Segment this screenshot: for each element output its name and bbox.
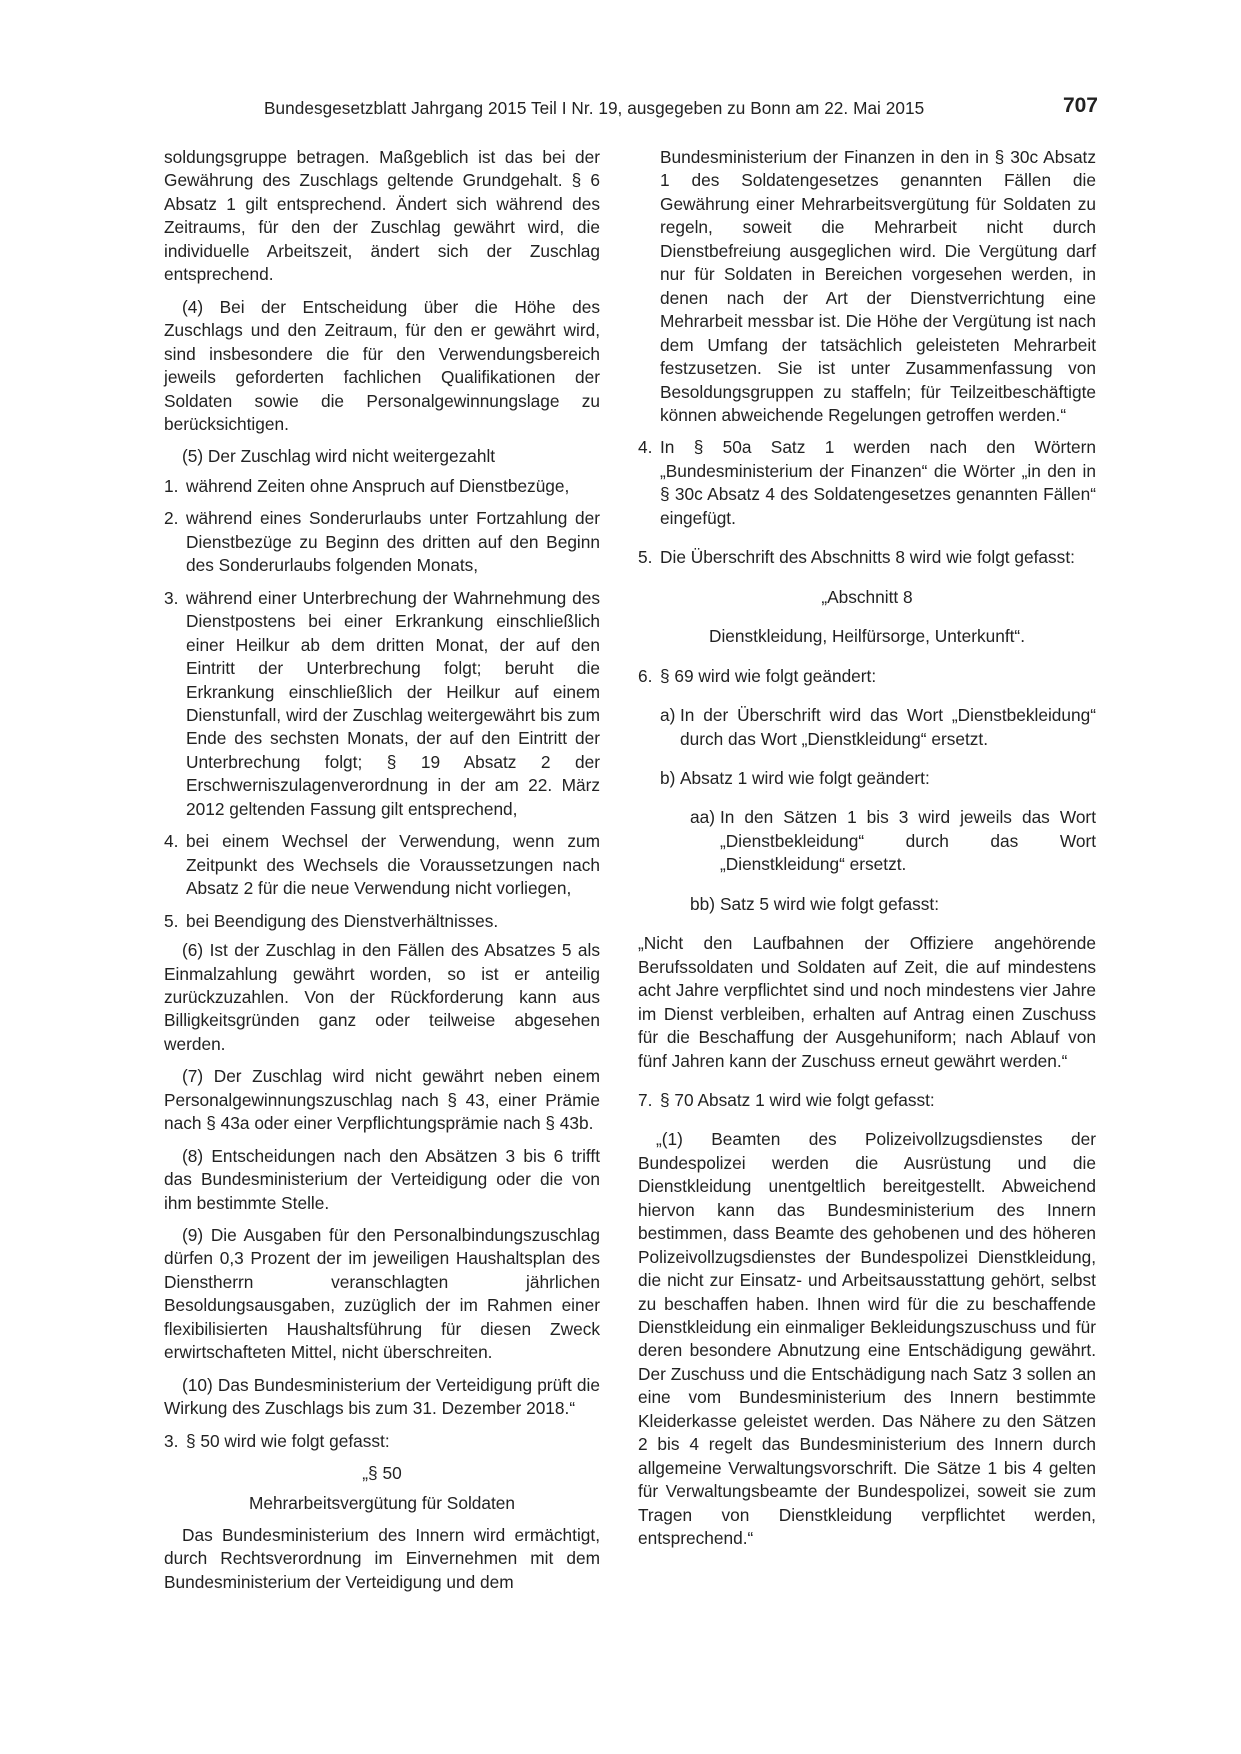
list-number: 3. [164, 587, 179, 608]
sub-item-a [638, 704, 1096, 751]
quoted-text-section-70: „(1) Beamten des Polizeivollzugsdienstes der Bundespolizei werden die Ausrüstung und die Dienstkleidung unentgeltlich bereitgestellt. Abweichend hiervon kann das Bundesministerium des Innern bestimmen, dass Beamte des gehobenen und des höheren Polizeivollzugsdienstes der Bundespolizei Dienstkleidung, die nicht zur Einsatz- und Arbeitsausstattung gehört, selbst zu beschaffen haben. Ihnen wird für die zu beschaffende Dienstkleidung ein einmaliger Bekleidungszuschuss und für deren besondere Abnutzung eine Entschädigung gewährt. Der Zuschuss und die Entschädigung nach Satz 3 sollen an eine vom Bundesministerium des Innern bestimmte Kleiderkasse geleistet werden. Das Nähere zu den Sätzen 2 bis 4 regelt das Bundesministerium des Innern durch allgemeine Verwaltungsvorschrift. Die Sätze 1 bis 4 gelten für Verwaltungsbeamte der Bundespolizei, soweit sie zum Tragen von Dienstkleidung verpflichtet werden, entsprechend.“ [638, 1129, 1096, 1549]
list-letter: bb) [690, 893, 715, 914]
list-letter: aa) [690, 807, 715, 828]
paragraph-7: (7) Der Zuschlag wird nicht gewährt neben einem Personalgewinnungszuschlag nach § 43, einer Prämie nach § 43a oder einer Verpflichtungsprämie nach § 43b. [164, 1066, 600, 1134]
page-number: 707 [1062, 94, 1098, 117]
amendment-item-3 [164, 1430, 600, 1453]
list-text: § 50 wird wie folgt gefasst: [186, 1430, 390, 1451]
list-text: während eines Sonderurlaubs unter Fortzahlung der Dienstbezüge zu Beginn des dritten auf den Beginn des Sonderurlaubs folgenden Monats, [186, 508, 600, 576]
right-column [638, 146, 1096, 1560]
page-header [164, 94, 1098, 124]
paragraph-8: (8) Entscheidungen nach den Absätzen 3 bis 6 trifft das Bundesministerium der Verteidigung oder die von ihm bestimmte Stelle. [164, 1145, 600, 1213]
list-number: 2. [164, 508, 179, 529]
amendment-item-5 [638, 546, 1096, 569]
list-text: § 69 wird wie folgt geändert: [660, 665, 877, 686]
list-number: 1. [164, 475, 179, 496]
list-number: 5. [638, 547, 653, 568]
paragraph-6: (6) Ist der Zuschlag in den Fällen des Absatzes 5 als Einmalzahlung gewährt worden, so ist er anteilig zurückzuzahlen. Von der Rückforderung kann aus Billigkeitsgründen ganz oder teilweise abgesehen werden. [164, 940, 600, 1054]
section-title: Mehrarbeitsvergütung für Soldaten [248, 1492, 516, 1513]
list-number: 3. [164, 1430, 179, 1451]
list-text: Die Überschrift des Abschnitts 8 wird wie folgt gefasst: [660, 547, 1075, 568]
paragraph-9: (9) Die Ausgaben für den Personalbindungszuschlag dürfen 0,3 Prozent der im jeweiligen Haushaltsplan des Dienstherrn veranschlagten jährlichen Besoldungsausgaben, zuzüglich der im Rahmen einer flexibilisierten Haushaltsführung für diesen Zweck erwirtschafteten Mittel, nicht überschreiten. [164, 1225, 600, 1363]
abschnitt-title: Dienstkleidung, Heilfürsorge, Unterkunft“. [708, 626, 1025, 647]
gazette-title: Bundesgesetzblatt Jahrgang 2015 Teil I Nr. 19, ausgegeben zu Bonn am 22. Mai 2015 [264, 98, 925, 118]
list-text: In der Überschrift wird das Wort „Dienstbekleidung“ durch das Wort „Dienstkleidung“ ersetzt. [680, 705, 1096, 749]
list-item [164, 475, 600, 498]
amendment-item-6 [638, 665, 1096, 688]
list-number: 4. [638, 437, 653, 458]
abschnitt-heading: „Abschnitt 8 [821, 586, 913, 607]
list-letter: b) [660, 767, 676, 788]
section-text-continued: Bundesministerium der Finanzen in den in § 30c Absatz 1 des Soldatengesetzes genannten Fällen die Gewährung einer Mehrarbeitsvergütung für Soldaten zu regeln, soweit die Mehrarbeit nicht durch Dienstbefreiung ausgeglichen wird. Die Vergütung darf nur für Soldaten in Bereichen vorgesehen werden, in denen nach der Art der Dienstverrichtung eine Mehrarbeit messbar ist. Die Höhe der Vergütung ist nach dem Umfang der tatsächlich geleisteten Mehrarbeit festzusetzen. Sie ist unter Zusammenfassung von Besoldungsgruppen zu staffeln; für Teilzeitbeschäftigte können abweichende Regelungen getroffen werden.“ [660, 147, 1096, 425]
list-number: 6. [638, 665, 653, 686]
paragraph-continued: soldungsgruppe betragen. Maßgeblich ist das bei der Gewährung des Zuschlags geltende Grundgehalt. § 6 Absatz 1 gilt entsprechend. Ändert sich während des Zeitraums, für den der Zuschlag gewährt wird, die individuelle Arbeitszeit, ändert sich der Zuschlag entsprechend. [164, 147, 600, 285]
amendment-item-4 [638, 436, 1096, 530]
list-text: § 70 Absatz 1 wird wie folgt gefasst: [660, 1089, 935, 1110]
left-column [164, 146, 600, 1603]
amendment-item-7 [638, 1089, 1096, 1112]
list-item [164, 910, 600, 933]
list-text: In § 50a Satz 1 werden nach den Wörtern „Bundesministerium der Finanzen“ die Wörter „in den in § 30c Absatz 4 des Soldatengesetzes genannten Fällen“ eingefügt. [660, 437, 1096, 528]
list-item [164, 587, 600, 822]
quoted-text: „Nicht den Laufbahnen der Offiziere angehörende Berufssoldaten und Soldaten auf Zeit, die auf mindestens acht Jahre verpflichtet sind und noch mindestens vier Jahre im Dienst verbleiben, erhalten auf Antrag einen Zuschuss für die Beschaffung der Ausgehuniform; nach Ablauf von fünf Jahren kann der Zuschuss erneut gewährt werden.“ [638, 933, 1096, 1071]
paragraph-10: (10) Das Bundesministerium der Verteidigung prüft die Wirkung des Zuschlags bis zum 31. Dezember 2018.“ [164, 1374, 600, 1419]
paragraph-4: (4) Bei der Entscheidung über die Höhe des Zuschlags und den Zeitraum, für den er gewährt wird, sind insbesondere die für den Verwendungsbereich jeweils geforderten fachlichen Qualifikationen der Soldaten sowie die Personalgewinnungslage zu berücksichtigen. [164, 296, 600, 434]
list-text: Absatz 1 wird wie folgt geändert: [680, 767, 930, 788]
list-letter: a) [660, 705, 676, 726]
paragraph-5: (5) Der Zuschlag wird nicht weitergezahlt [182, 446, 496, 467]
section-text: Das Bundesministerium des Innern wird ermächtigt, durch Rechtsverordnung im Einvernehmen mit dem Bundesministerium der Verteidigung und dem [164, 1525, 600, 1592]
list-number: 5. [164, 910, 179, 931]
list-item [164, 830, 600, 900]
sub-item-bb [638, 893, 1096, 916]
list-text: Satz 5 wird wie folgt gefasst: [720, 893, 939, 914]
list-text: bei Beendigung des Dienstverhältnisses. [186, 910, 499, 931]
list-text: während Zeiten ohne Anspruch auf Dienstbezüge, [186, 475, 570, 496]
section-heading: „§ 50 [362, 1463, 402, 1484]
list-number: 7. [638, 1089, 653, 1110]
list-item [164, 507, 600, 577]
list-text: während einer Unterbrechung der Wahrnehmung des Dienstpostens bei einer Erkrankung einschließlich einer Heilkur ab dem dritten Monat, der auf den Eintritt der Unterbrechung folgt; beruht die Erkrankung einschließlich der Heilkur auf einem Dienstunfall, wird der Zuschlag weitergewährt bis zum Ende des sechsten Monats, der auf den Eintritt der Unterbrechung folgt; § 19 Absatz 2 der Erschwerniszulagenverordnung in der am 22. März 2012 geltenden Fassung gilt entsprechend, [186, 587, 600, 819]
sub-item-aa [638, 806, 1096, 876]
list-number: 4. [164, 831, 179, 852]
sub-item-b [638, 767, 1096, 790]
list-text: In den Sätzen 1 bis 3 wird jeweils das Wort „Dienstbekleidung“ durch das Wort „Dienstkleidung“ ersetzt. [720, 807, 1096, 875]
list-text: bei einem Wechsel der Verwendung, wenn zum Zeitpunkt des Wechsels die Voraussetzungen nach Absatz 2 für die neue Verwendung nicht vorliegen, [186, 831, 600, 899]
